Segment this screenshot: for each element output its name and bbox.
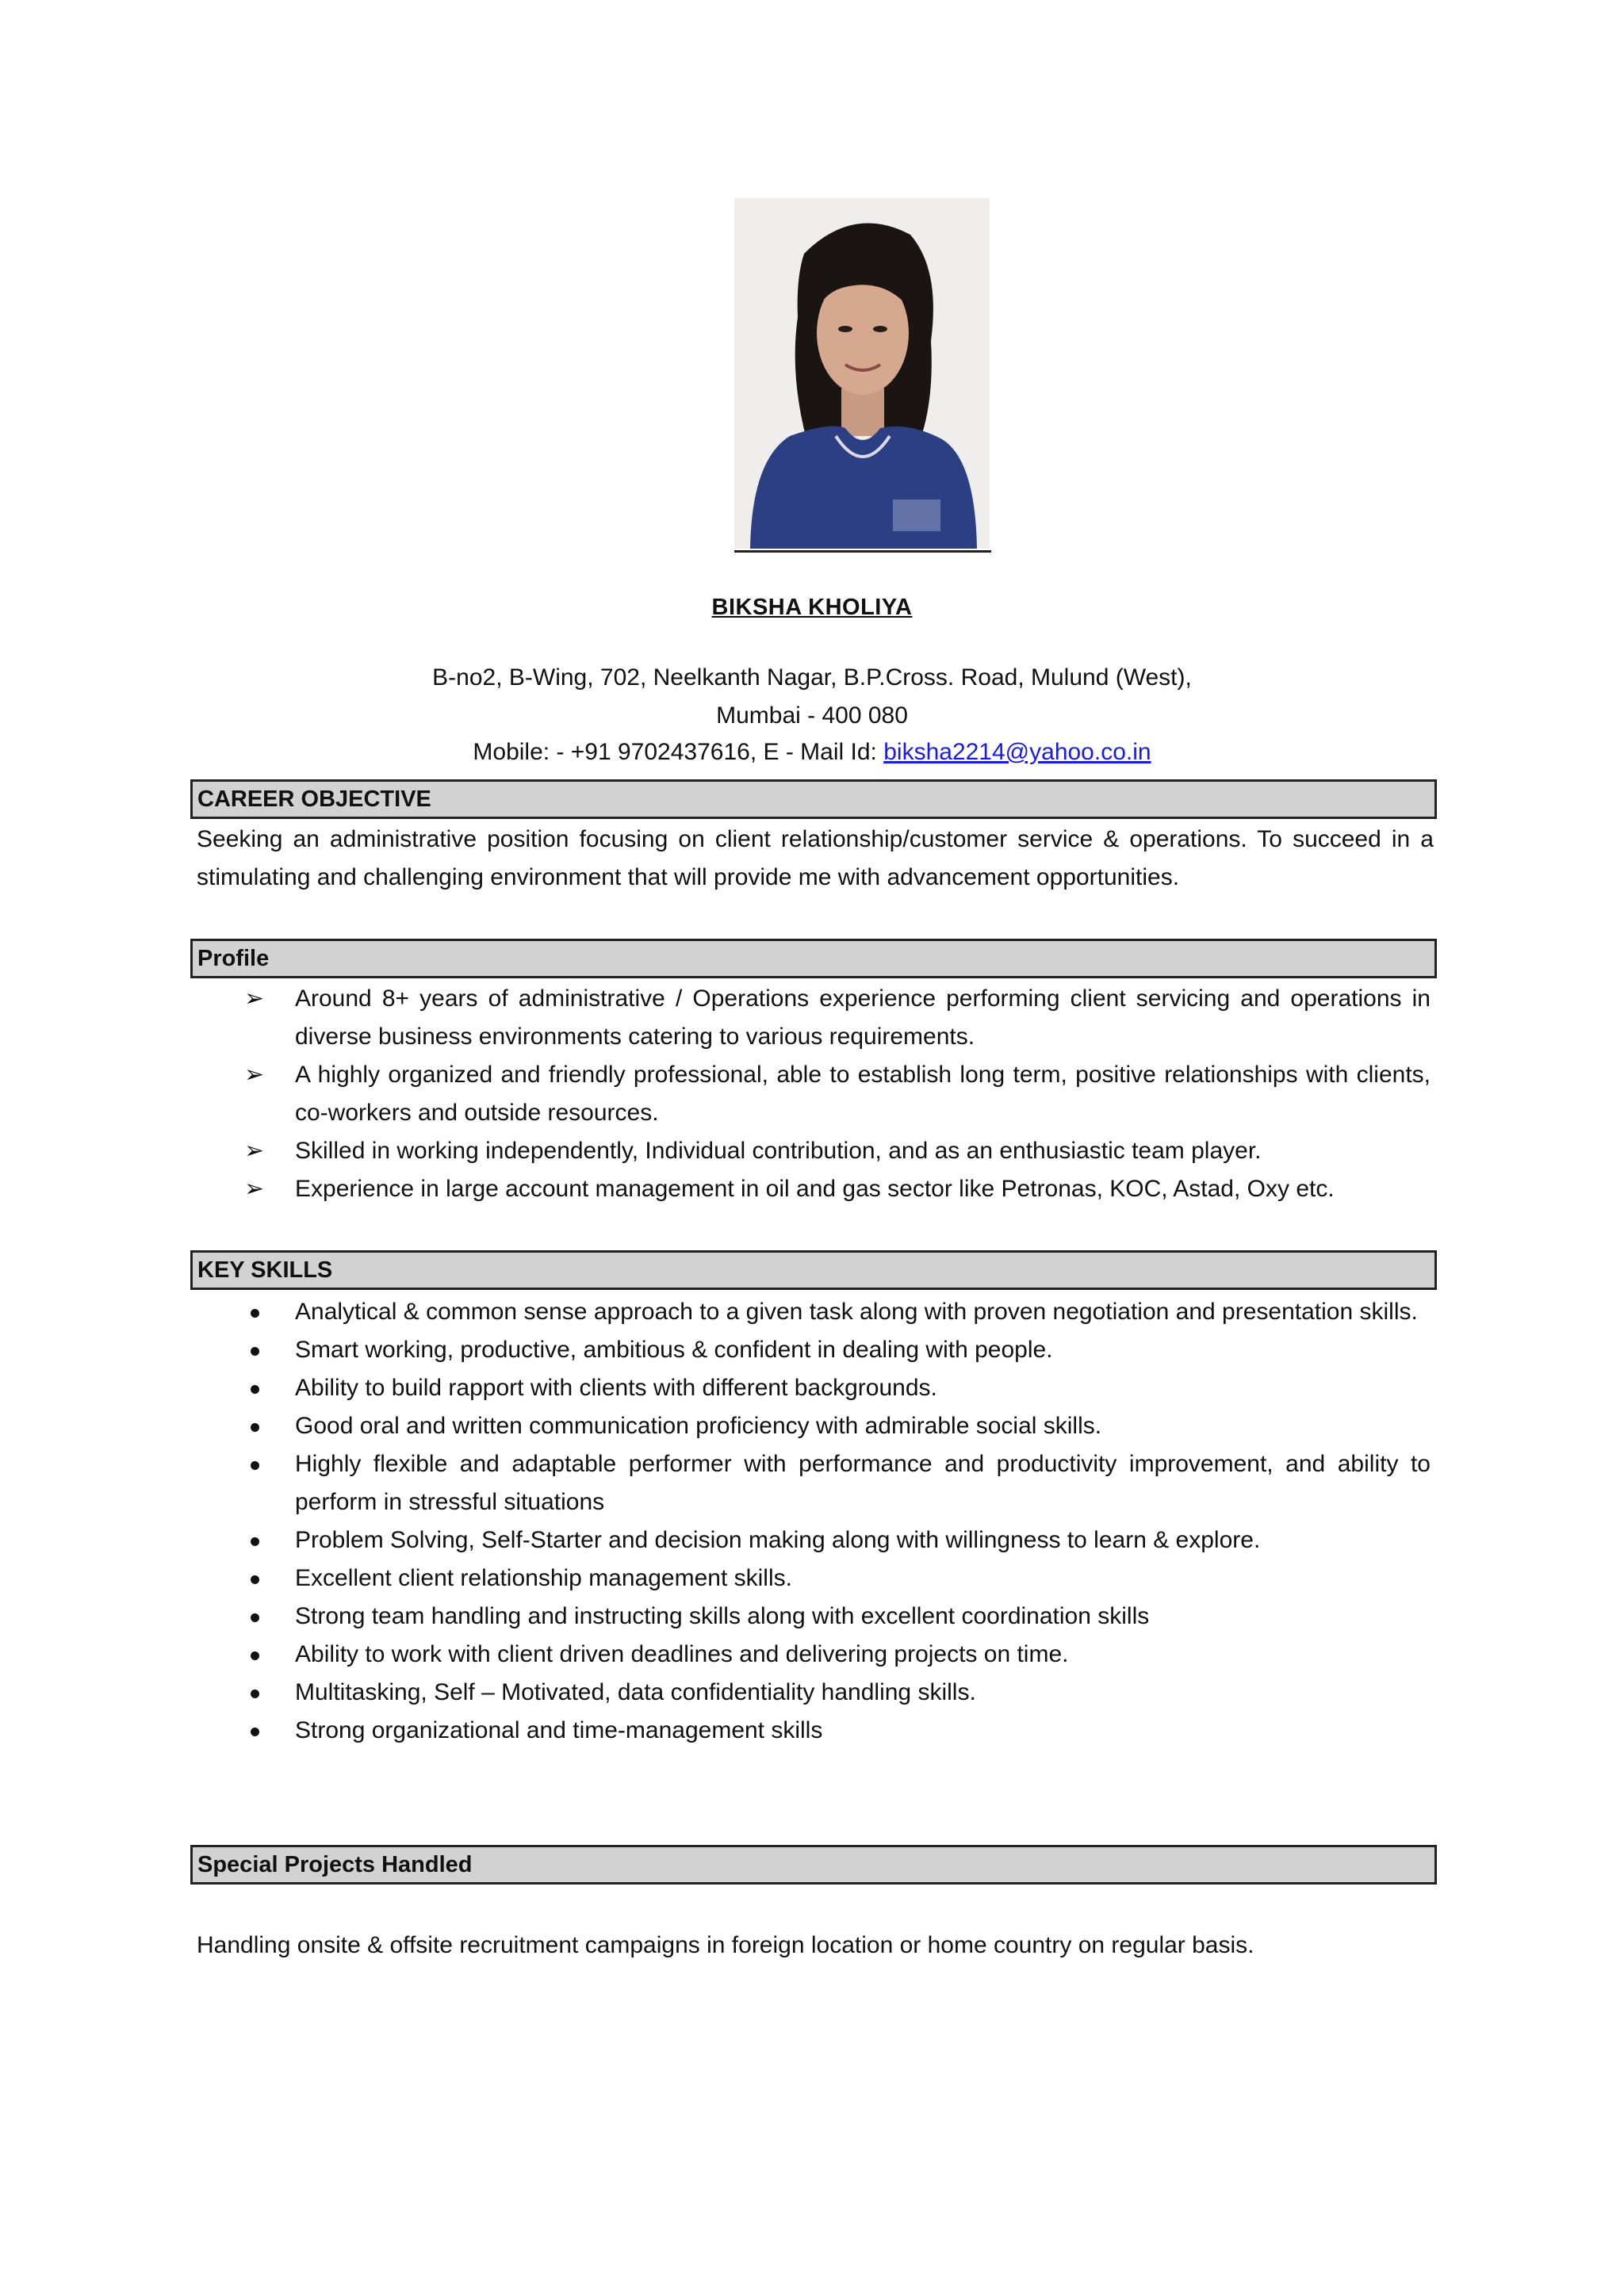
list-item: Good oral and written communication proficiency with admirable social skills. <box>0 1407 1624 1445</box>
list-item: ➢ Around 8+ years of administrative / Operations experience performing client servicing and operations in diverse business environments catering to various requirements. <box>0 980 1624 1056</box>
special-projects-text: Handling onsite & offsite recruitment campaigns in foreign location or home country on regular basis. <box>197 1932 1254 1958</box>
section-header-career-objective: CAREER OBJECTIVE <box>190 779 1437 819</box>
round-bullet-icon <box>251 1309 259 1318</box>
arrowhead-bullet-icon: ➢ <box>244 1176 265 1202</box>
list-item: Excellent client relationship management skills. <box>0 1559 1624 1598</box>
section-header-special-projects: Special Projects Handled <box>190 1845 1437 1885</box>
list-item: Ability to build rapport with clients with different backgrounds. <box>0 1369 1624 1407</box>
list-item: Smart working, productive, ambitious & confident in dealing with people. <box>0 1331 1624 1369</box>
list-item: Problem Solving, Self-Starter and decision making along with willingness to learn & explore. <box>0 1521 1624 1559</box>
round-bullet-icon <box>251 1537 259 1546</box>
photo-underline <box>734 550 991 553</box>
round-bullet-icon <box>251 1575 259 1584</box>
contact-line <box>0 739 1624 766</box>
round-bullet-icon <box>251 1651 259 1660</box>
section-header-profile: Profile <box>190 939 1437 978</box>
list-item: ➢ A highly organized and friendly professional, able to establish long term, positive relationships with clients, co-workers and outside resources. <box>0 1056 1624 1132</box>
career-objective-text: Seeking an administrative position focusing on client relationship/customer service & operations. To succeed in a stimulating and challenging environment that will provide me with advancement opportunities. <box>197 826 1434 890</box>
list-item: Strong organizational and time-management skills <box>0 1712 1624 1750</box>
round-bullet-icon <box>251 1347 259 1356</box>
portrait-illustration <box>734 198 990 549</box>
list-item: Ability to work with client driven deadlines and delivering projects on time. <box>0 1636 1624 1674</box>
round-bullet-icon <box>251 1613 259 1622</box>
round-bullet-icon <box>251 1423 259 1432</box>
address-line-2: Mumbai - 400 080 <box>716 702 908 729</box>
arrowhead-bullet-icon: ➢ <box>244 985 265 1012</box>
contact-prefix: Mobile: - +91 9702437616, E - Mail Id: <box>473 739 884 765</box>
list-item: Analytical & common sense approach to a given task along with proven negotiation and presentation skills. <box>0 1293 1624 1331</box>
round-bullet-icon <box>251 1728 259 1736</box>
profile-photo <box>734 198 990 549</box>
list-item: ➢ Skilled in working independently, Individual contribution, and as an enthusiastic team player. <box>0 1132 1624 1170</box>
address-line-1: B-no2, B-Wing, 702, Neelkanth Nagar, B.P.Cross. Road, Mulund (West), <box>432 664 1192 691</box>
list-item: Strong team handling and instructing skills along with excellent coordination skills <box>0 1598 1624 1636</box>
email-link[interactable]: biksha2214@yahoo.co.in <box>883 739 1151 765</box>
round-bullet-icon <box>251 1385 259 1394</box>
round-bullet-icon <box>251 1461 259 1470</box>
profile-list <box>0 980 1624 1208</box>
list-item: Highly flexible and adaptable performer with performance and productivity improvement, and ability to perform in stressful situations <box>0 1445 1624 1521</box>
arrowhead-bullet-icon: ➢ <box>244 1138 265 1164</box>
round-bullet-icon <box>251 1689 259 1698</box>
candidate-name: BIKSHA KHOLIYA <box>711 595 913 620</box>
arrowhead-bullet-icon: ➢ <box>244 1062 265 1088</box>
key-skills-list <box>0 1293 1624 1750</box>
list-item: Multitasking, Self – Motivated, data confidentiality handling skills. <box>0 1674 1624 1712</box>
list-item: ➢ Experience in large account management in oil and gas sector like Petronas, KOC, Astad, Oxy etc. <box>0 1170 1624 1208</box>
section-header-key-skills: KEY SKILLS <box>190 1250 1437 1290</box>
